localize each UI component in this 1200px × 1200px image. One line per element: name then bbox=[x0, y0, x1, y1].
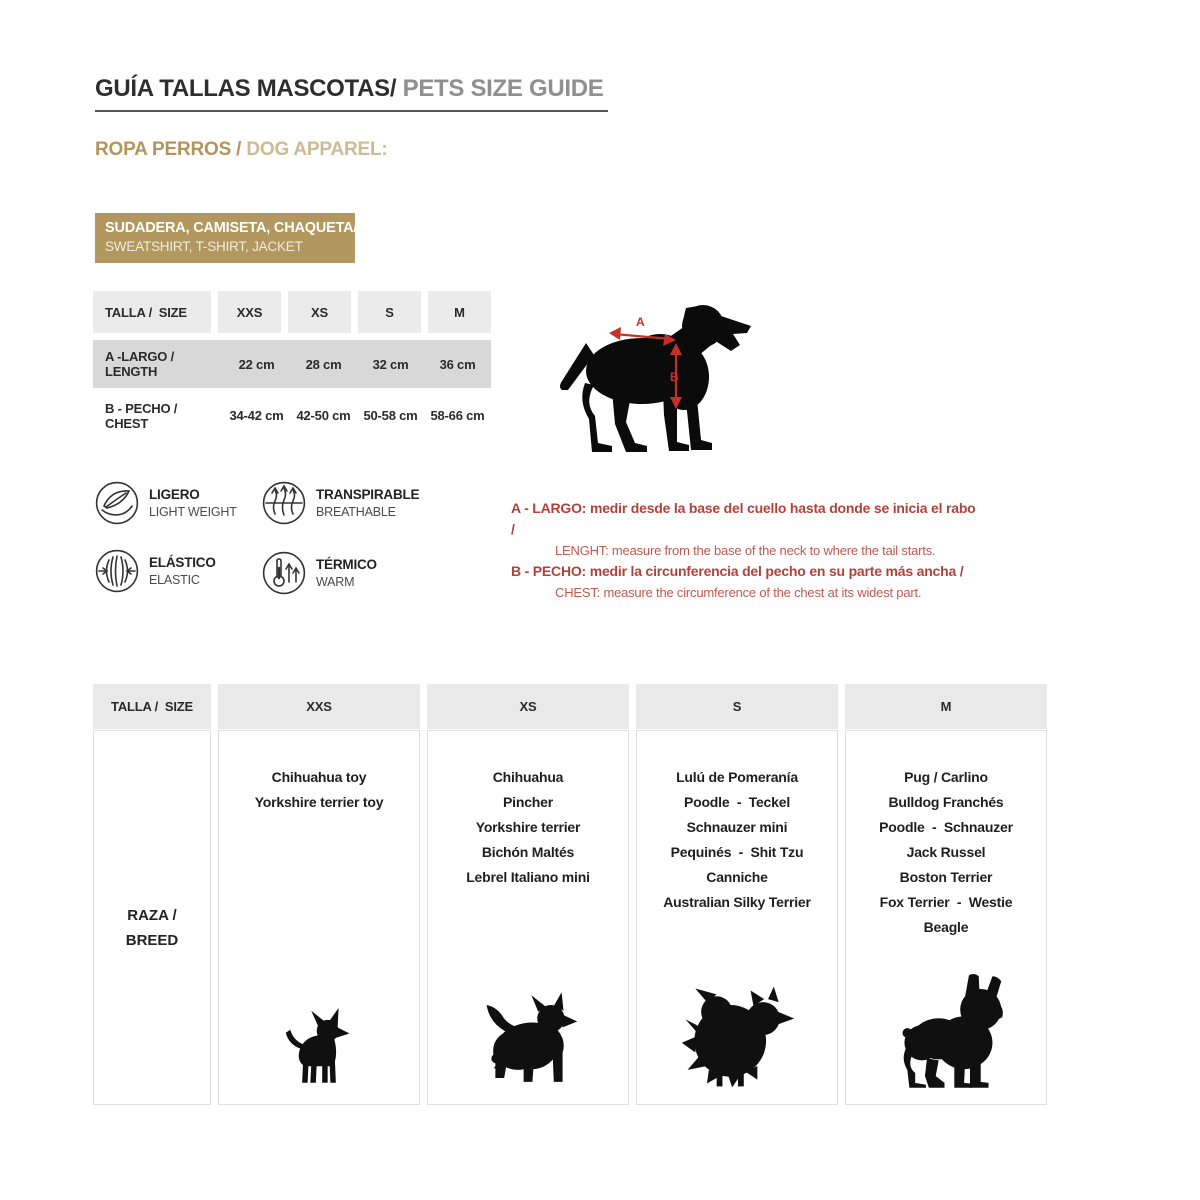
breed-list-xs bbox=[466, 765, 590, 890]
section-subtitle bbox=[95, 139, 388, 161]
breed-table-body bbox=[93, 730, 1047, 1105]
feature-lightweight bbox=[95, 481, 237, 525]
note-b-label: B - PECHO: bbox=[511, 563, 587, 579]
feature-warm-en: WARM bbox=[316, 574, 355, 589]
breed-name: Bichón Maltés bbox=[481, 844, 575, 860]
note-a-en-text: measure from the base of the neck to where the tail starts. bbox=[608, 543, 936, 558]
note-a-text: medir desde la base del cuello hasta donde se inicia el rabo / bbox=[511, 500, 976, 537]
chihuahua-silhouette bbox=[274, 1008, 364, 1090]
length-xs: 28 cm bbox=[305, 356, 342, 372]
breed-name: Lebrel Italiano mini bbox=[466, 869, 590, 885]
note-b-english bbox=[555, 582, 981, 603]
feature-elastic-es: ELÁSTICO bbox=[149, 555, 216, 571]
breed-row-label-line1: RAZA / bbox=[127, 906, 177, 924]
chest-xxs: 34-42 cm bbox=[229, 408, 284, 423]
note-b-en-label: CHEST: bbox=[555, 585, 601, 600]
size-table-chest-row bbox=[93, 388, 491, 443]
length-s: 32 cm bbox=[372, 356, 409, 372]
chest-xs: 42-50 cm bbox=[296, 408, 351, 423]
size-table-header-m: M bbox=[428, 291, 491, 333]
breed-name: Bulldog Franchés bbox=[888, 794, 1004, 810]
size-table-length-row bbox=[93, 340, 491, 388]
breed-name: Australian Silky Terrier bbox=[663, 894, 811, 910]
breed-row-label-line2: BREED bbox=[125, 931, 179, 949]
title-block bbox=[95, 76, 608, 112]
breed-name: Canniche bbox=[706, 869, 768, 885]
dog-measurement-diagram bbox=[552, 293, 772, 458]
note-b-text: medir la circunferencia del pecho en su parte más ancha / bbox=[586, 563, 964, 579]
breed-name: Boston Terrier bbox=[899, 869, 993, 885]
breed-cell-xs bbox=[427, 730, 629, 1105]
longhair-chihuahua-silhouette bbox=[472, 992, 584, 1090]
breed-name: Fox Terrier - Westie bbox=[879, 894, 1013, 910]
breed-name: Jack Russel bbox=[906, 844, 986, 860]
note-a-spanish bbox=[511, 498, 981, 540]
breed-cell-s bbox=[636, 730, 838, 1105]
feature-warm bbox=[262, 551, 377, 595]
category-badge-line2: SWEATSHIRT, T-SHIRT, JACKET bbox=[105, 238, 303, 254]
breed-cell-m bbox=[845, 730, 1047, 1105]
category-badge bbox=[95, 213, 358, 263]
size-table-header-row bbox=[93, 291, 491, 333]
feature-breathable bbox=[262, 481, 419, 525]
feature-warm-es: TÉRMICO bbox=[316, 557, 377, 573]
category-badge-line1: SUDADERA, CAMISETA, CHAQUETA/ bbox=[105, 220, 358, 236]
feather-hand-icon bbox=[95, 481, 139, 525]
pomeranian-silhouette bbox=[674, 982, 800, 1090]
arrow-b-label: B bbox=[670, 370, 679, 384]
note-b-spanish bbox=[511, 561, 981, 582]
breed-list-s bbox=[663, 765, 810, 915]
note-a-english bbox=[555, 540, 981, 561]
feature-breathable-en: BREATHABLE bbox=[316, 504, 396, 519]
breed-row-label-cell bbox=[93, 730, 211, 1105]
breed-name: Poodle - Teckel bbox=[683, 794, 791, 810]
breed-cell-xxs bbox=[218, 730, 420, 1105]
subtitle-english: DOG APPAREL: bbox=[246, 139, 388, 160]
page-title bbox=[95, 76, 608, 112]
feature-lightweight-es: LIGERO bbox=[149, 487, 200, 503]
size-table bbox=[93, 291, 491, 443]
breed-header-m: M bbox=[845, 684, 1047, 729]
breed-header-xs: XS bbox=[427, 684, 629, 729]
feature-breathable-es: TRANSPIRABLE bbox=[316, 487, 420, 503]
breed-name: Chihuahua toy bbox=[271, 769, 367, 785]
elastic-stretch-icon bbox=[95, 549, 139, 593]
breed-list-xxs bbox=[255, 765, 384, 815]
size-table-header-xs: XS bbox=[288, 291, 351, 333]
breed-table-header-row bbox=[93, 684, 1047, 729]
feature-elastic-en: ELASTIC bbox=[149, 572, 200, 587]
breed-name: Yorkshire terrier toy bbox=[254, 794, 384, 810]
size-table-header-s: S bbox=[358, 291, 421, 333]
note-b-en-text: measure the circumference of the chest at its widest part. bbox=[600, 585, 922, 600]
measure-notes bbox=[511, 498, 981, 603]
arrow-a-label: A bbox=[636, 315, 645, 329]
note-a-label: A - LARGO: bbox=[511, 500, 587, 516]
feature-elastic bbox=[95, 549, 216, 593]
breed-name: Lulú de Pomeranía bbox=[676, 769, 798, 785]
breed-header-xxs: XXS bbox=[218, 684, 420, 729]
breed-name: Chihuahua bbox=[492, 769, 564, 785]
feature-lightweight-en: LIGHT WEIGHT bbox=[149, 504, 237, 519]
breed-name: Yorkshire terrier bbox=[475, 819, 581, 835]
page-title-spanish: GUÍA TALLAS MASCOTAS/ bbox=[95, 75, 397, 102]
size-table-header-label: TALLA / SIZE bbox=[93, 291, 211, 333]
labrador-silhouette bbox=[560, 305, 751, 452]
size-table-header-xxs: XXS bbox=[218, 291, 281, 333]
chest-row-label: B - PECHO / CHEST bbox=[105, 400, 178, 431]
breed-name: Pug / Carlino bbox=[904, 769, 988, 785]
breed-header-label: TALLA / SIZE bbox=[93, 684, 211, 729]
chest-m: 58-66 cm bbox=[430, 408, 485, 423]
note-a-en-label: LENGHT: bbox=[555, 543, 609, 558]
length-xxs: 22 cm bbox=[238, 356, 275, 372]
subtitle-spanish: ROPA PERROS / bbox=[95, 139, 247, 160]
breed-name: Beagle bbox=[923, 919, 969, 935]
breed-name: Pequinés - Shit Tzu bbox=[670, 844, 804, 860]
length-row-label: A -LARGO / LENGTH bbox=[105, 349, 175, 379]
breed-header-s: S bbox=[636, 684, 838, 729]
length-m: 36 cm bbox=[439, 356, 476, 372]
breed-name: Schnauzer mini bbox=[686, 819, 788, 835]
page-title-english: PETS SIZE GUIDE bbox=[396, 75, 604, 102]
thermometer-icon bbox=[262, 551, 306, 595]
breathable-icon bbox=[262, 481, 306, 525]
french-bulldog-silhouette bbox=[880, 972, 1012, 1090]
chest-s: 50-58 cm bbox=[363, 408, 418, 423]
breed-name: Poodle - Schnauzer bbox=[879, 819, 1013, 835]
breed-name: Pincher bbox=[503, 794, 553, 810]
breed-list-m bbox=[879, 765, 1013, 940]
